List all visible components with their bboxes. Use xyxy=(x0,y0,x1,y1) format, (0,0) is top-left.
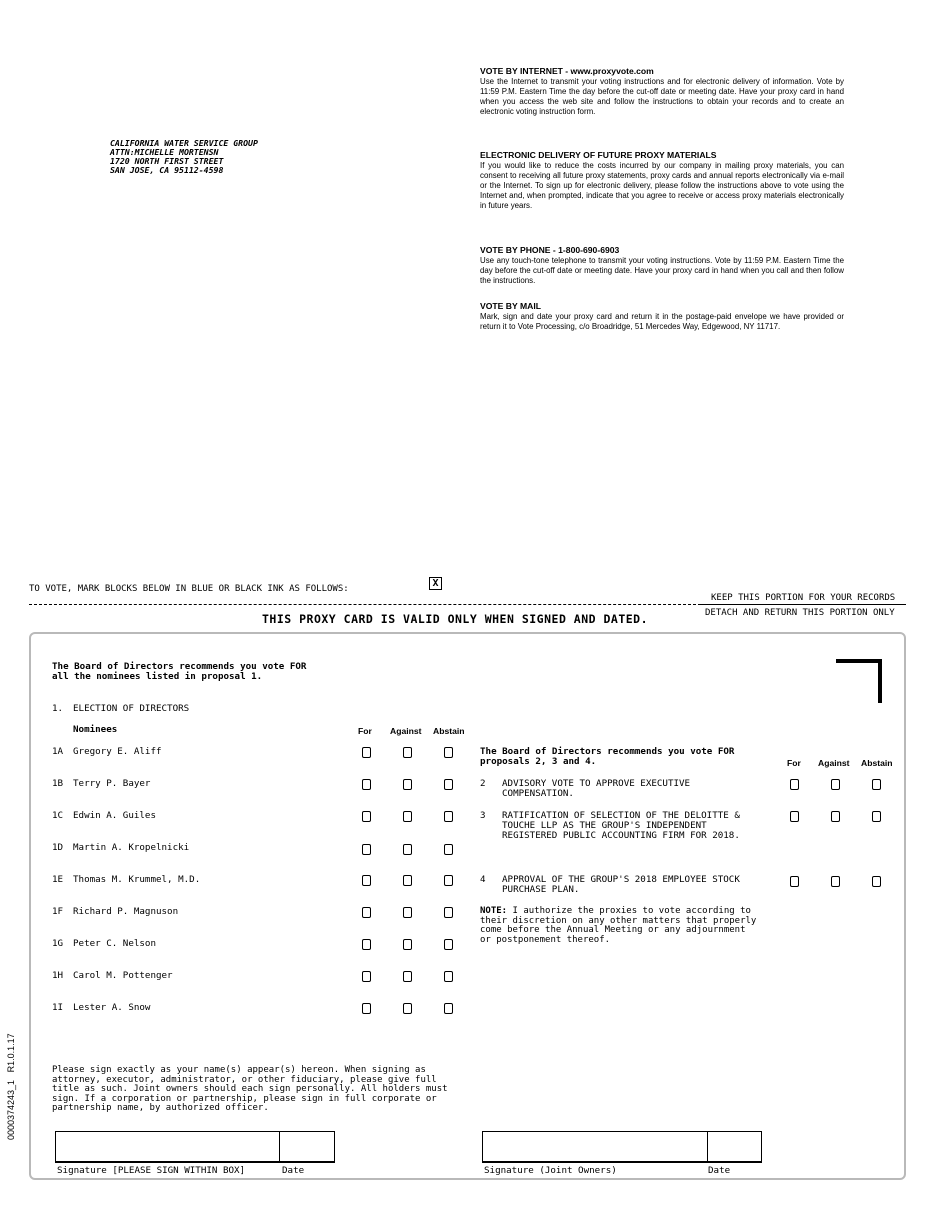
election-title: ELECTION OF DIRECTORS xyxy=(73,703,190,714)
vote-against-checkbox[interactable] xyxy=(831,779,840,790)
vote-for-checkbox[interactable] xyxy=(362,1003,371,1014)
nominee-id: 1A xyxy=(52,746,64,757)
vote-for-checkbox[interactable] xyxy=(362,939,371,950)
keep-portion-label: KEEP THIS PORTION FOR YOUR RECORDS xyxy=(711,593,896,603)
proposal-text-line-1: ADVISORY VOTE TO APPROVE EXECUTIVE xyxy=(502,778,691,789)
joint-signature-box[interactable] xyxy=(482,1131,762,1163)
nominee-id: 1H xyxy=(52,970,64,981)
board-recommendation-2-line-2: proposals 2, 3 and 4. xyxy=(480,756,597,767)
vote-for-checkbox[interactable] xyxy=(790,779,799,790)
signing-line-3: title as such. Joint owners should each sign personally. All holders must xyxy=(52,1084,448,1095)
nominee-id: 1I xyxy=(52,1002,64,1013)
vote-for-checkbox[interactable] xyxy=(362,747,371,758)
electronic-delivery-body: If you would like to reduce the costs incurred by our company in mailing proxy materials, you can consent to receiving all future proxy statements, proxy cards and annual reports electronically via e-mail or the Internet. To sign up for electronic delivery, please follow the instructions above to vote using the Internet and, when prompted, indicate that you agree to receive or access proxy materials electronically in future years. xyxy=(480,161,844,210)
vote-for-checkbox[interactable] xyxy=(790,876,799,887)
vote-abstain-checkbox[interactable] xyxy=(444,939,453,950)
vote-abstain-checkbox[interactable] xyxy=(444,811,453,822)
nominee-name: Lester A. Snow xyxy=(73,1002,151,1013)
nominee-id: 1G xyxy=(52,938,64,949)
vote-against-checkbox[interactable] xyxy=(403,811,412,822)
vote-abstain-checkbox[interactable] xyxy=(444,779,453,790)
vote-for-checkbox[interactable] xyxy=(790,811,799,822)
detach-portion-label: DETACH AND RETURN THIS PORTION ONLY xyxy=(705,608,895,618)
signing-line-5: partnership name, by authorized officer. xyxy=(52,1103,269,1114)
nominee-id: 1E xyxy=(52,874,64,885)
vote-by-internet-body: Use the Internet to transmit your voting instructions and for electronic delivery of information. Vote by 11:59 P.M. Eastern Time the day before the cut-off date or meeting date. Have your proxy card in hand when you access the web site and follow the instructions to obtain your records and to create an electronic voting instruction form. xyxy=(480,77,844,116)
detach-line xyxy=(29,604,701,605)
note-line-2: their discretion on any other matters that properly xyxy=(480,915,757,926)
nominee-id: 1B xyxy=(52,778,64,789)
mark-example-box: X xyxy=(429,577,442,590)
address-line-3: 1720 NORTH FIRST STREET xyxy=(110,156,224,166)
proposal-text-line-3: REGISTERED PUBLIC ACCOUNTING FIRM FOR 2018. xyxy=(502,830,740,841)
vote-against-checkbox[interactable] xyxy=(403,939,412,950)
vote-against-checkbox[interactable] xyxy=(403,971,412,982)
vote-by-mail-title: VOTE BY MAIL xyxy=(480,301,541,311)
proposal-text-line-2: TOUCHE LLP AS THE GROUP'S INDEPENDENT xyxy=(502,820,707,831)
address-line-2: ATTN:MICHELLE MORTENSN xyxy=(110,147,219,157)
vote-for-checkbox[interactable] xyxy=(362,844,371,855)
nominee-id: 1D xyxy=(52,842,64,853)
joint-date-label: Date xyxy=(708,1165,731,1176)
board-recommendation-1-line-1: The Board of Directors recommends you vote FOR xyxy=(52,661,307,672)
proposal-text-line-1: APPROVAL OF THE GROUP'S 2018 EMPLOYEE STOCK xyxy=(502,874,740,885)
proposal-text-line-1: RATIFICATION OF SELECTION OF THE DELOITTE & xyxy=(502,810,740,821)
vote-by-phone-section xyxy=(480,245,844,286)
vote-by-mail-body: Mark, sign and date your proxy card and return it in the postage-paid envelope we have provided or return it to Vote Processing, c/o Broadridge, 51 Mercedes Way, Edgewood, NY 11717. xyxy=(480,312,844,331)
col-header-for: For xyxy=(358,726,372,736)
vote-abstain-checkbox[interactable] xyxy=(444,907,453,918)
vote-by-mail-section xyxy=(480,301,844,332)
election-number: 1. xyxy=(52,703,64,714)
vote-abstain-checkbox[interactable] xyxy=(444,844,453,855)
vote-against-checkbox[interactable] xyxy=(403,875,412,886)
signing-line-1: Please sign exactly as your name(s) appear(s) hereon. When signing as xyxy=(52,1065,426,1075)
address-line-4: SAN JOSE, CA 95112-4598 xyxy=(110,165,224,175)
mark-instructions: TO VOTE, MARK BLOCKS BELOW IN BLUE OR BLACK INK AS FOLLOWS: xyxy=(29,584,349,594)
date-label: Date xyxy=(282,1165,305,1176)
mailing-address xyxy=(110,139,258,175)
vote-abstain-checkbox[interactable] xyxy=(872,876,881,887)
keep-portion-underline xyxy=(700,604,906,605)
nominee-id: 1F xyxy=(52,906,64,917)
vote-by-phone-title: VOTE BY PHONE - 1-800-690-6903 xyxy=(480,245,620,255)
col-header-abstain: Abstain xyxy=(433,726,465,736)
vote-abstain-checkbox[interactable] xyxy=(444,971,453,982)
vote-by-internet-title: VOTE BY INTERNET - www.proxyvote.com xyxy=(480,66,654,76)
vote-abstain-checkbox[interactable] xyxy=(444,1003,453,1014)
registration-corner-mark xyxy=(836,659,882,703)
vote-by-phone-body: Use any touch-tone telephone to transmit your voting instructions. Vote by 11:59 P.M. Eastern Time the day before the cut-off date or meeting date. Have your proxy card in hand when you call and then follow the instructions. xyxy=(480,256,844,285)
vote-for-checkbox[interactable] xyxy=(362,811,371,822)
board-recommendation-2-line-1: The Board of Directors recommends you vote FOR xyxy=(480,746,735,757)
electronic-delivery-title: ELECTRONIC DELIVERY OF FUTURE PROXY MATERIALS xyxy=(480,150,717,160)
nominee-name: Gregory E. Aliff xyxy=(73,746,162,757)
nominee-name: Martin A. Kropelnicki xyxy=(73,842,190,853)
nominee-name: Terry P. Bayer xyxy=(73,778,151,789)
nominee-name: Thomas M. Krummel, M.D. xyxy=(73,874,201,885)
vote-for-checkbox[interactable] xyxy=(362,971,371,982)
electronic-delivery-section xyxy=(480,150,844,211)
signing-line-2: attorney, executor, administrator, or other fiduciary, please give full xyxy=(52,1074,437,1085)
signing-instructions xyxy=(52,1066,448,1114)
note-label: NOTE: xyxy=(480,906,508,916)
nominees-header: Nominees xyxy=(73,724,118,735)
col-header-abstain-2: Abstain xyxy=(861,758,893,768)
vote-against-checkbox[interactable] xyxy=(831,876,840,887)
proposal-text-line-2: COMPENSATION. xyxy=(502,788,574,799)
vote-against-checkbox[interactable] xyxy=(403,1003,412,1014)
nominee-name: Carol M. Pottenger xyxy=(73,970,173,981)
signature-date-divider xyxy=(279,1131,280,1163)
vote-against-checkbox[interactable] xyxy=(403,844,412,855)
nominee-id: 1C xyxy=(52,810,64,821)
board-recommendation-1-line-2: all the nominees listed in proposal 1. xyxy=(52,671,263,682)
proxy-card-valid-notice: THIS PROXY CARD IS VALID ONLY WHEN SIGNED AND DATED. xyxy=(262,612,649,626)
col-header-against: Against xyxy=(390,726,422,736)
note-line-4: or postponement thereof. xyxy=(480,934,611,945)
proposal-text-line-2: PURCHASE PLAN. xyxy=(502,884,580,895)
nominee-name: Peter C. Nelson xyxy=(73,938,156,949)
nominee-name: Edwin A. Guiles xyxy=(73,810,156,821)
vote-for-checkbox[interactable] xyxy=(362,875,371,886)
vote-against-checkbox[interactable] xyxy=(403,747,412,758)
vote-abstain-checkbox[interactable] xyxy=(872,811,881,822)
vote-against-checkbox[interactable] xyxy=(403,907,412,918)
vote-abstain-checkbox[interactable] xyxy=(444,875,453,886)
signature-label: Signature [PLEASE SIGN WITHIN BOX] xyxy=(57,1165,246,1176)
vote-abstain-checkbox[interactable] xyxy=(872,779,881,790)
col-header-against-2: Against xyxy=(818,758,850,768)
note-line-1: I authorize the proxies to vote according to xyxy=(507,906,751,916)
note-line-3: come before the Annual Meeting or any adjournment xyxy=(480,925,746,936)
vote-abstain-checkbox[interactable] xyxy=(444,747,453,758)
address-line-1: CALIFORNIA WATER SERVICE GROUP xyxy=(110,138,258,148)
proposal-number: 3 xyxy=(480,810,486,821)
side-reference-code: 0000374243_1 R1.0.1.17 xyxy=(6,1033,16,1140)
vote-by-internet-section xyxy=(480,66,844,117)
vote-for-checkbox[interactable] xyxy=(362,907,371,918)
proposal-number: 4 xyxy=(480,874,486,885)
note-paragraph xyxy=(480,907,756,945)
signing-line-4: sign. If a corporation or partnership, please sign in full corporate or xyxy=(52,1093,437,1104)
vote-for-checkbox[interactable] xyxy=(362,779,371,790)
signature-box[interactable] xyxy=(55,1131,335,1163)
proposal-number: 2 xyxy=(480,778,486,789)
col-header-for-2: For xyxy=(787,758,801,768)
vote-against-checkbox[interactable] xyxy=(403,779,412,790)
joint-signature-date-divider xyxy=(707,1131,708,1163)
joint-signature-label: Signature (Joint Owners) xyxy=(484,1165,617,1176)
vote-against-checkbox[interactable] xyxy=(831,811,840,822)
nominee-name: Richard P. Magnuson xyxy=(73,906,179,917)
